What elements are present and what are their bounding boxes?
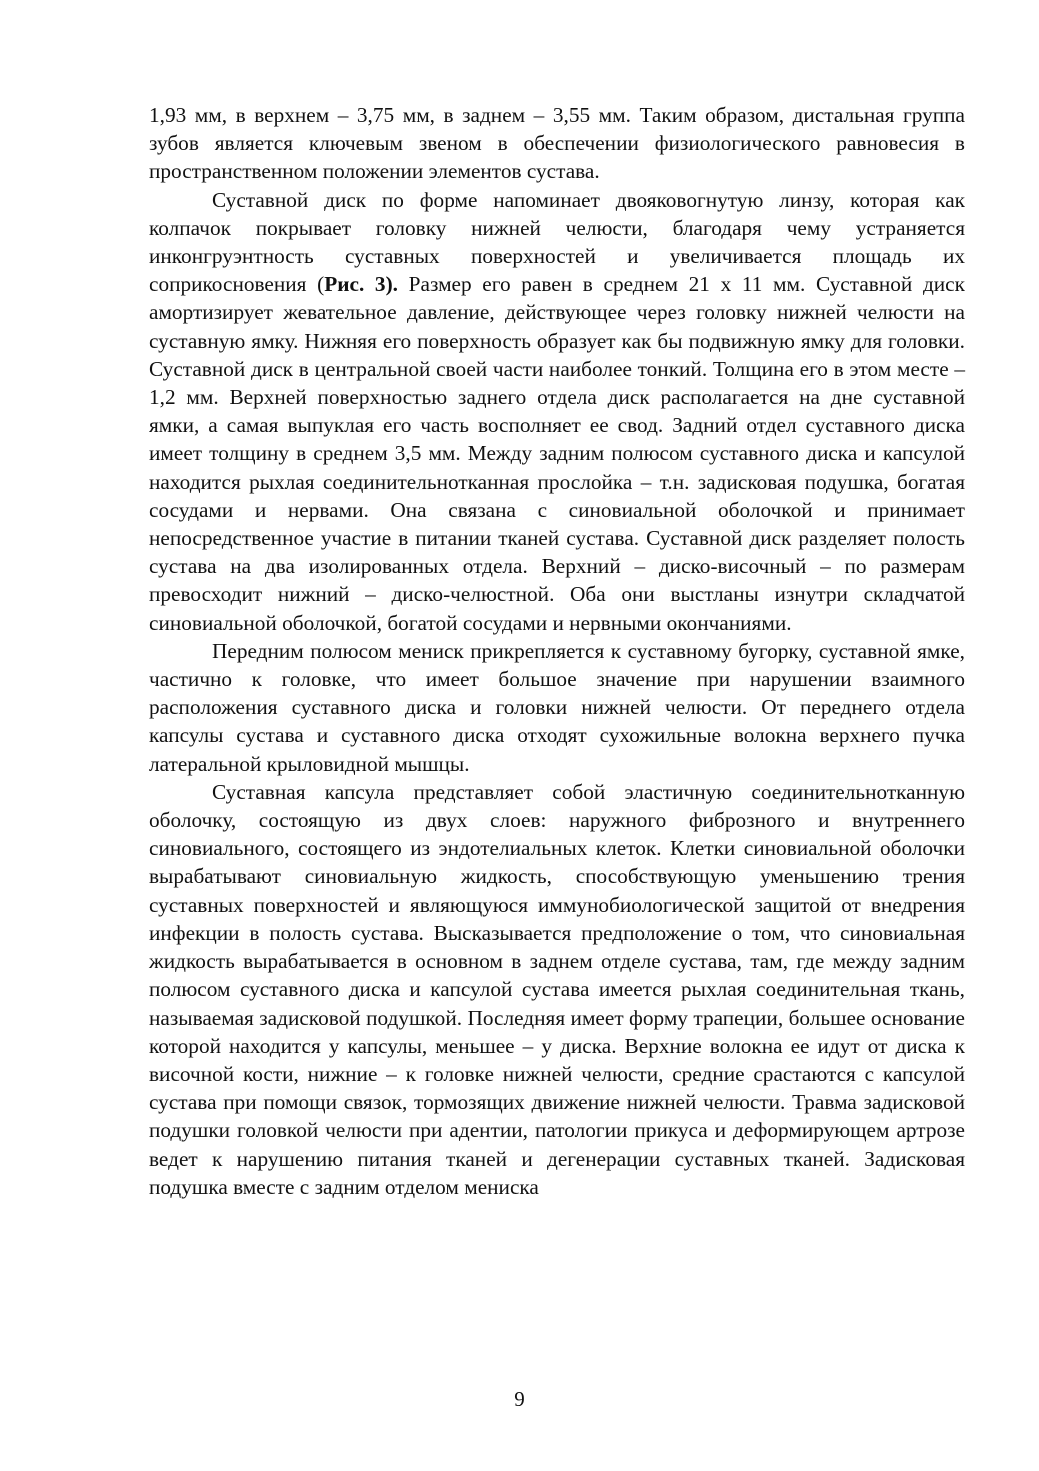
figure-reference: Рис. 3). (324, 272, 398, 297)
paragraph-4 (149, 778, 965, 1201)
paragraph-1 (149, 101, 965, 186)
paragraph-2-text-start: Суставной диск по форме напоминает двояковогнутую линзу, которая как колпачок покрывает головку нижней челюсти, благодаря чему устраняется инконгруэнтность суставных поверхностей и увеличивается площадь их соприкосновения ( (149, 187, 965, 297)
paragraph-3-text: Передним полюсом мениск прикрепляется к суставному бугорку, суставной ямке, частично к головке, что имеет большое значение при нарушении взаимного расположения суставного диска и головки нижней челюсти. От переднего отдела капсулы сустава и суставного диска отходят сухожильные волокна верхнего пучка латеральной крыловидной мышцы. (149, 638, 965, 776)
page-body (149, 101, 965, 1201)
paragraph-2-text-end: Размер его равен в среднем 21 х 11 мм. Суставной диск амортизирует жевательное давление, действующее через головку нижней челюсти на суставную ямку. Нижняя его поверхность образует как бы подвижную ямку для головки. Суставной диск в центральной своей части наиболее тонкий. Толщина его в этом месте – 1,2 мм. Верхней поверхностью заднего отдела диск располагается на дне суставной ямки, а самая выпуклая его часть восполняет ее свод. Задний отдел суставного диска имеет толщину в среднем 3,5 мм. Между задним полюсом суставного диска и капсулой находится рыхлая соединительнотканная прослойка – т.н. задисковая подушка, богатая сосудами и нервами. Она связана с синовиальной оболочкой и принимает непосредственное участие в питании тканей сустава. Суставной диск разделяет полость сустава на два изолированных отдела. Верхний – диско-височный – по размерам превосходит нижний – диско-челюстной. Оба они выстланы изнутри складчатой синовиальной оболочкой, богатой сосудами и нервными окончаниями. (149, 272, 965, 635)
paragraph-3 (149, 637, 965, 778)
paragraph-4-text: Суставная капсула представляет собой эластичную соединительнотканную оболочку, состоящую из двух слоев: наружного фиброзного и внутреннего синовиального, состоящего из эндотелиальных клеток. Клетки синовиальной оболочки вырабатывают синовиальную жидкость, способствующую уменьшению трения суставных поверхностей и являющуюся иммунобиологической защитой от внедрения инфекции в полость сустава. Высказывается предположение о том, что синовиальная жидкость вырабатывается в основном в заднем отделе сустава, там, где между задним полюсом суставного диска и капсулой сустава имеется рыхлая соединительная ткань, называемая задисковой подушкой. Последняя имеет форму трапеции, большее основание которой находится у капсулы, меньшее – у диска. Верхние волокна ее идут от диска к височной кости, нижние – к головке нижней челюсти, средние срастаются с капсулой сустава при помощи связок, тормозящих движение нижней челюсти. Травма задисковой подушки головкой челюсти при адентии, патологии прикуса и деформирующем артрозе ведет к нарушению питания тканей и дегенерации суставных тканей. Задисковая подушка вместе с задним отделом мениска (149, 779, 965, 1199)
page-number: 9 (514, 1387, 525, 1411)
paragraph-1-text: 1,93 мм, в верхнем – 3,75 мм, в заднем – 3,55 мм. Таким образом, дистальная группа зубов является ключевым звеном в обеспечении физиологического равновесия в пространственном положении элементов сустава. (149, 103, 965, 184)
paragraph-2 (149, 186, 965, 637)
